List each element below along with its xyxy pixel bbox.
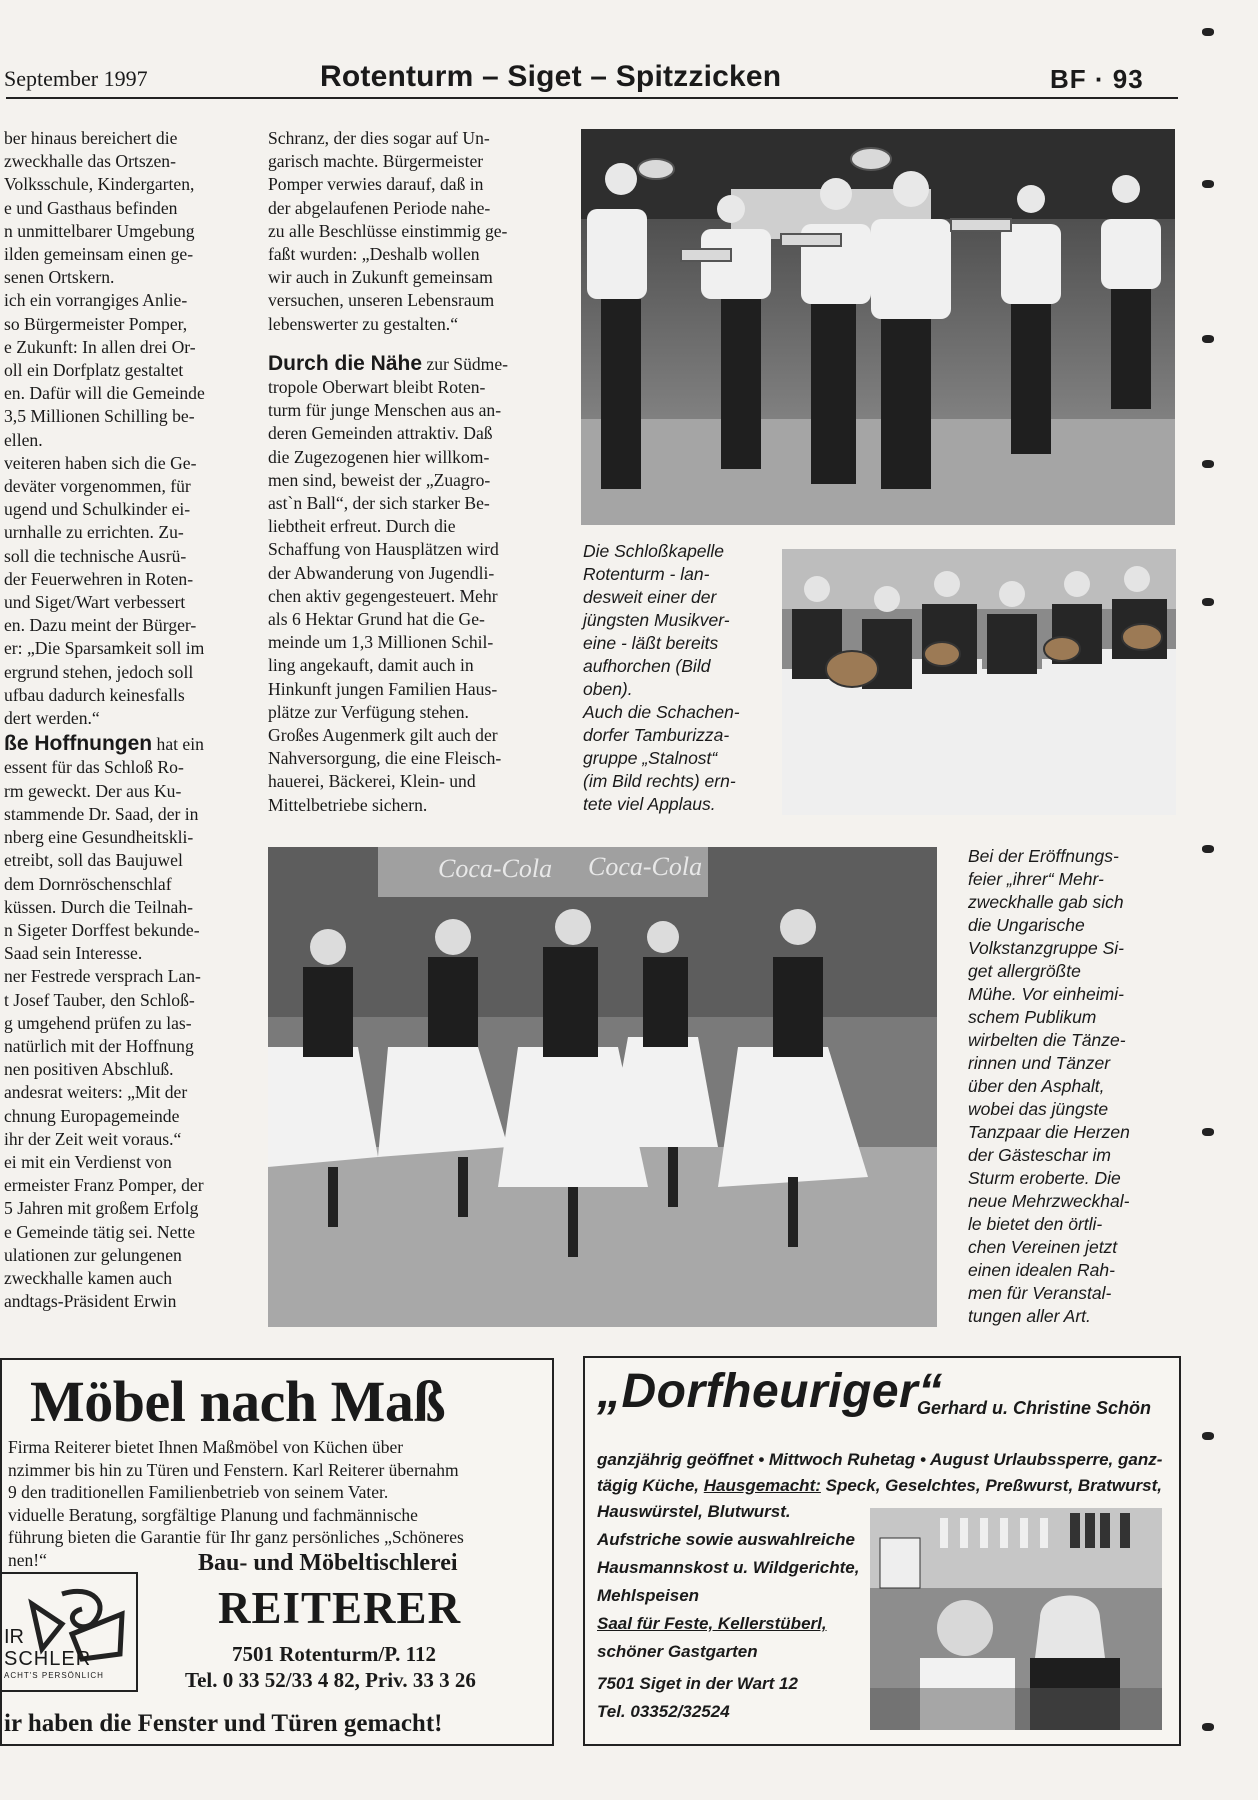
cap1-line: gruppe „Stalnost“ — [583, 748, 718, 768]
ad1text-line: 9 den traditionellen Familienbetrieb von seinem Vater. — [8, 1482, 389, 1502]
c1b-line: andesrat weiters: „Mit der — [4, 1082, 188, 1103]
column-1-subhead-line — [4, 732, 238, 756]
brass-band-image — [581, 129, 1175, 525]
c1a-line: urnhalle zu errichten. Zu- — [4, 522, 184, 543]
c1b-line: nberg eine Gesundheitskli- — [4, 827, 194, 848]
ad-line-8: schöner Gastgarten — [597, 1642, 758, 1661]
margin-mark — [1202, 1432, 1214, 1440]
cap2-line: rinnen und Tänzer — [968, 1053, 1111, 1073]
c2b-line: tropole Oberwart bleibt Roten- — [268, 377, 486, 398]
ad-title-moebel: Möbel nach Maß — [30, 1369, 446, 1434]
c2b-line: liebtheit erfreut. Durch die — [268, 516, 456, 537]
c1b-line: g umgehend prüfen zu las- — [4, 1012, 192, 1033]
cap1-line: dorfer Tamburizza- — [583, 725, 730, 745]
c1a-line: er: „Die Sparsamkeit soll im — [4, 638, 205, 659]
c1b-line: ermeister Franz Pomper, der — [4, 1175, 204, 1196]
photo-brass-band — [581, 129, 1175, 525]
cap2-line: Bei der Eröffnungs- — [968, 846, 1119, 866]
cap2-line: le bietet den örtli- — [968, 1214, 1103, 1234]
c1a-line: soll die technische Ausrü- — [4, 545, 187, 566]
c2b-line: Mittelbetriebe sichern. — [268, 794, 428, 815]
c1a-line: ilden gemeinsam einen ge- — [4, 244, 194, 265]
c1a-line: der Feuerwehren in Roten- — [4, 568, 194, 589]
c1b-line: küssen. Durch die Teilnah- — [4, 896, 193, 917]
c1b-line: etreibt, soll das Baujuwel — [4, 850, 183, 871]
c1b-line: ei mit ein Verdienst von — [4, 1151, 172, 1172]
margin-mark — [1202, 180, 1214, 188]
c2b-line: als 6 Hektar Grund hat die Ge- — [268, 609, 485, 630]
ad-address: 7501 Rotenturm/P. 112 — [232, 1642, 436, 1666]
c2b-line: men sind, beweist der „Zuagro- — [268, 469, 491, 490]
c2b-line: die Zugezogenen hier willkom- — [268, 446, 490, 467]
c1b-line: n Sigeter Dorffest bekunde- — [4, 919, 200, 940]
margin-mark — [1202, 845, 1214, 853]
ad-line-5: Hausmannskost u. Wildgerichte, — [597, 1558, 860, 1577]
ad-line-2-rest: Speck, Geselchtes, Preßwurst, Bratwurst, — [820, 1476, 1162, 1495]
c1a-line: deväter vorgenommen, für — [4, 476, 191, 497]
c1a-line: en. Dafür will die Gemeinde — [4, 383, 205, 404]
margin-mark — [1202, 335, 1214, 343]
caption-folk-dance — [968, 845, 1168, 1328]
column-2-paragraphs-2 — [268, 376, 548, 817]
reiterer-logo — [2, 1572, 138, 1692]
cap2-line: wirbelten die Tänze- — [968, 1030, 1126, 1050]
c1b-line: nen positiven Abschluß. — [4, 1059, 174, 1080]
c2b-line: Hinkunft jungen Familien Haus- — [268, 678, 498, 699]
c1a-line: en. Dazu meint der Bürger- — [4, 615, 197, 636]
tamburizza-image — [782, 549, 1176, 815]
c1b-line: e Gemeinde tätig sei. Nette — [4, 1221, 196, 1242]
ad-dorfheuriger — [583, 1356, 1181, 1746]
c1a-line: zweckhalle das Ortszen- — [4, 151, 176, 172]
c1b-line: ihr der Zeit weit voraus.“ — [4, 1128, 182, 1149]
c1a-line: ufbau dadurch keinesfalls — [4, 684, 185, 705]
column-1-paragraphs-2 — [4, 756, 238, 1313]
cap2-line: schem Publikum — [968, 1007, 1097, 1027]
cap1-line: oben). — [583, 679, 633, 699]
c2b-line: Großes Augenmerk gilt auch der — [268, 725, 498, 746]
ad-line-2 — [597, 1476, 1162, 1496]
cap2-line: Sturm eroberte. Die — [968, 1168, 1121, 1188]
photo-innkeepers — [870, 1508, 1162, 1730]
c2b-line: ast`n Ball“, der sich starker Be- — [268, 493, 490, 514]
cap1-line: Auch die Schachen- — [583, 702, 740, 722]
folk-dance-image — [268, 847, 937, 1327]
c1a-line: ich ein vorrangiges Anlie- — [4, 290, 188, 311]
cap2-line: über den Asphalt, — [968, 1076, 1105, 1096]
cap1-line: (im Bild rechts) ern- — [583, 771, 736, 791]
c2b-line: turm für junge Menschen aus an- — [268, 400, 502, 421]
ad-moebel-nach-mass — [0, 1358, 554, 1746]
cap2-line: tungen aller Art. — [968, 1306, 1091, 1326]
c2b-line: der Abwanderung von Jugendli- — [268, 562, 495, 583]
ad-line-4: Aufstriche sowie auswahlreiche — [597, 1530, 855, 1549]
c1b-line: chnung Europagemeinde — [4, 1105, 180, 1126]
photo-tamburizza-group — [782, 549, 1176, 815]
cap2-line: chen Vereinen jetzt — [968, 1237, 1118, 1257]
article-column-1 — [4, 127, 238, 1313]
c1a-line: e und Gasthaus befinden — [4, 197, 178, 218]
sign-coca-cola-2: Coca-Cola — [588, 852, 703, 881]
c1b-line: rm geweckt. Der aus Ku- — [4, 780, 182, 801]
ad-line-6: Mehlspeisen — [597, 1586, 700, 1605]
cap2-line: Volkstanzgruppe Si- — [968, 938, 1124, 958]
sign-coca-cola-1: Coca-Cola — [438, 854, 553, 883]
c1a-line: senen Ortskern. — [4, 267, 115, 288]
c1a-line: e Zukunft: In allen drei Or- — [4, 336, 196, 357]
subhead-rest: hat ein — [152, 734, 204, 755]
cap1-line: Die Schloßkapelle — [583, 541, 725, 561]
c2a-line: lebenswerter zu gestalten.“ — [268, 313, 459, 334]
innkeepers-image — [870, 1508, 1162, 1730]
c1a-line: ergrund stehen, jedoch soll — [4, 661, 194, 682]
cap1-line: jüngsten Musikver- — [583, 610, 730, 630]
ad-company-name: REITERER — [218, 1583, 462, 1633]
column-2-subhead-line — [268, 352, 548, 376]
margin-mark — [1202, 460, 1214, 468]
c1b-line: dem Dornröschenschlaf — [4, 873, 172, 894]
ad-line-9: 7501 Siget in der Wart 12 — [597, 1674, 798, 1693]
margin-mark — [1202, 598, 1214, 606]
cap2-line: get allergrößte — [968, 961, 1081, 981]
subhead-hoffnungen: ße Hoffnungen — [4, 732, 153, 756]
ad1text-line: viduelle Beratung, sorgfältige Planung und fachmännische — [8, 1504, 418, 1525]
ad-phone: Tel. 0 33 52/33 4 82, Priv. 33 3 26 — [185, 1668, 476, 1692]
c1a-line: ugend und Schulkinder ei- — [4, 499, 191, 520]
margin-mark — [1202, 1723, 1214, 1731]
c1b-line: Saad sein Interesse. — [4, 943, 143, 964]
page-title: Rotenturm – Siget – Spitzzicken — [320, 60, 782, 93]
c2b-line: Schaffung von Hausplätzen wird — [268, 539, 499, 560]
c1b-line: natürlich mit der Hoffnung — [4, 1035, 194, 1056]
c2a-line: zu alle Beschlüsse einstimmig ge- — [268, 220, 508, 241]
article-column-2 — [268, 127, 548, 817]
cap2-line: Tanzpaar die Herzen — [968, 1122, 1130, 1142]
c1a-line: so Bürgermeister Pomper, — [4, 313, 188, 334]
header-rule — [6, 97, 1178, 99]
ad1text-line: nzimmer bis hin zu Türen und Fenstern. Karl Reiterer übernahm — [8, 1459, 459, 1480]
c1a-line: veiteren haben sich die Ge- — [4, 452, 197, 473]
ad-line-7: Saal für Feste, Kellerstüberl, — [597, 1614, 827, 1633]
column-2-paragraphs — [268, 127, 548, 336]
c1b-line: zweckhalle kamen auch — [4, 1267, 173, 1288]
cap1-line: tete viel Applaus. — [583, 794, 716, 814]
cap2-line: feier „ihrer“ Mehr- — [968, 869, 1104, 889]
header-date: September 1997 — [4, 66, 148, 91]
cap2-line: men für Veranstal- — [968, 1283, 1112, 1303]
cap2-line: neue Mehrzweckhal- — [968, 1191, 1130, 1211]
ad1text-line: nen!“ — [8, 1549, 47, 1570]
cap2-line: wobei das jüngste — [968, 1099, 1109, 1119]
c1a-line: 3,5 Millionen Schilling be- — [4, 406, 195, 427]
c1a-line: Volksschule, Kindergarten, — [4, 174, 195, 195]
c1a-line: n unmittelbarer Umgebung — [4, 220, 195, 241]
c2a-line: Pomper verwies darauf, daß in — [268, 174, 484, 195]
cap1-line: Rotenturm - lan- — [583, 564, 710, 584]
logo-text-3: ACHT'S PERSÖNLICH — [4, 1671, 104, 1680]
cap1-line: aufhorchen (Bild — [583, 656, 711, 676]
ad-line-2-a: tägig Küche, — [597, 1476, 700, 1495]
ad-line-1: ganzjährig geöffnet • Mittwoch Ruhetag • August Urlaubssperre, ganz- — [597, 1450, 1163, 1469]
c2b-line: hauerei, Bäckerei, Klein- und — [268, 771, 476, 792]
c2a-line: der abgelaufenen Periode nahe- — [268, 197, 491, 218]
c2b-line: deren Gemeinden attraktiv. Daß — [268, 423, 493, 444]
ad-slogan: ir haben die Fenster und Türen gemacht! — [4, 1710, 443, 1737]
cap2-line: der Gästeschar im — [968, 1145, 1111, 1165]
ad-line-10: Tel. 03352/32524 — [597, 1702, 730, 1721]
c1a-line: ellen. — [4, 429, 43, 450]
ad-line-3: Hauswürstel, Blutwurst. — [597, 1502, 791, 1521]
margin-mark — [1202, 28, 1214, 36]
c1a-line: oll ein Dorfplatz gestaltet — [4, 360, 184, 381]
cap2-line: die Ungarische — [968, 915, 1085, 935]
c2a-line: versuchen, unseren Lebensraum — [268, 290, 495, 311]
c2b-line: Nahversorgung, die eine Fleisch- — [268, 748, 502, 769]
logo-text-2: SCHLER — [4, 1648, 92, 1670]
cap1-line: desweit einer der — [583, 587, 717, 607]
c1b-line: 5 Jahren mit großem Erfolg — [4, 1198, 199, 1219]
ad1text-line: Firma Reiterer bietet Ihnen Maßmöbel von Küchen über — [8, 1437, 404, 1457]
c2b-line: ling angekauft, damit auch in — [268, 655, 474, 676]
photo-folk-dance — [268, 847, 937, 1327]
c1a-line: und Siget/Wart verbessert — [4, 592, 186, 613]
c1a-line: ber hinaus bereichert die — [4, 128, 178, 148]
c2a-line: Schranz, der dies sogar auf Un- — [268, 128, 490, 148]
subhead-naehe: Durch die Nähe — [268, 351, 423, 375]
cap2-line: einen idealen Rah- — [968, 1260, 1115, 1280]
column-1-paragraphs — [4, 127, 238, 730]
c1a-line: dert werden.“ — [4, 708, 100, 729]
cap2-line: Mühe. Vor einheimi- — [968, 984, 1124, 1004]
c1b-line: t Josef Tauber, den Schloß- — [4, 989, 195, 1010]
page-number: BF · 93 — [1050, 64, 1144, 94]
c2b-line: plätze zur Verfügung stehen. — [268, 701, 469, 722]
subhead-rest: zur Südme- — [422, 353, 509, 374]
ad-line-2-underlined: Hausgemacht: — [703, 1476, 821, 1495]
c1b-line: andtags-Präsident Erwin — [4, 1291, 177, 1312]
c1b-line: stammende Dr. Saad, der in — [4, 803, 199, 824]
caption-music-groups — [583, 540, 751, 816]
c2a-line: faßt wurden: „Deshalb wollen — [268, 244, 480, 265]
cap1-line: eine - läßt bereits — [583, 633, 719, 653]
c1b-line: ulationen zur gelungenen — [4, 1244, 182, 1265]
c2b-line: meinde um 1,3 Millionen Schil- — [268, 632, 494, 653]
c2a-line: wir auch in Zukunft gemeinsam — [268, 267, 493, 288]
ad-title-dorfheuriger: „Dorfheuriger“ — [597, 1365, 943, 1418]
c2b-line: chen aktiv gegengesteuert. Mehr — [268, 585, 498, 606]
logo-text-1: IR — [4, 1626, 24, 1648]
ad-subtitle: Bau- und Möbeltischlerei — [198, 1550, 458, 1576]
margin-mark — [1202, 1128, 1214, 1136]
c1b-line: essent für das Schloß Ro- — [4, 757, 184, 778]
c1b-line: ner Festrede versprach Lan- — [4, 966, 201, 987]
c2a-line: garisch machte. Bürgermeister — [268, 151, 484, 172]
cap2-line: zweckhalle gab sich — [968, 892, 1124, 912]
ad1text-line: führung bieten die Garantie für Ihr ganz persönliches „Schöneres — [8, 1527, 464, 1547]
ad-owner: Gerhard u. Christine Schön — [917, 1398, 1152, 1418]
